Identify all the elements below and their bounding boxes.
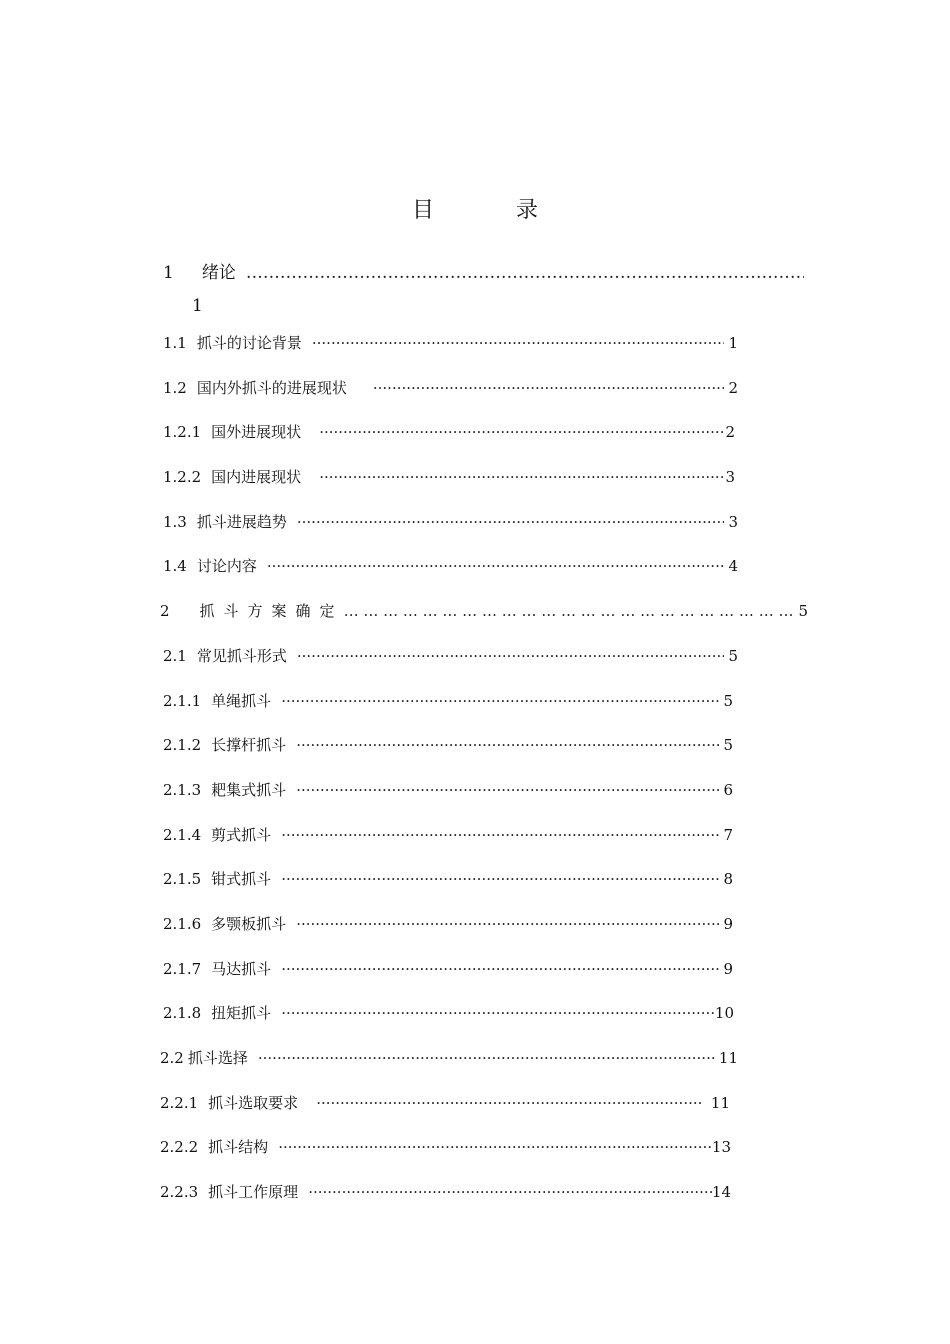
toc-entry-number: 2.2.2 [160,1138,199,1156]
toc-entry[interactable] [160,1181,731,1205]
toc-entry-number: 1.2.1 [163,423,202,441]
toc-entry[interactable] [163,377,738,401]
toc-entry-title: 抓斗工作原理 [208,1183,299,1201]
toc-dot-leader [319,423,725,441]
toc-entry-number: 1.1 [163,334,187,352]
toc-entry[interactable] [163,511,738,535]
toc-entry-number: 1.2 [163,379,187,397]
toc-entry-title: 扭矩抓斗 [211,1004,272,1022]
toc-entry-title: 抓斗选择 [187,1049,248,1067]
toc-entry-number: 2.1.7 [163,960,202,978]
toc-entry-page-number: 5 [723,736,733,754]
toc-dot-leader [258,1049,715,1067]
toc-dot-leader [312,334,725,352]
toc-entry-title: 剪式抓斗 [211,826,272,844]
toc-entry[interactable] [163,645,738,669]
toc-entry-page-number: 2 [728,379,738,397]
toc-dot-leader [278,1138,712,1156]
toc-entry-number: 2.2.3 [160,1183,199,1201]
toc-entry-page-number: 5 [728,647,738,665]
toc-dot-leader [297,647,725,665]
toc-entry-number: 2.2 [160,1049,184,1067]
toc-entry-number: 1 [163,263,174,282]
toc-entry-page-number: 1 [728,334,738,352]
toc-entry-chapter-2[interactable] [160,600,808,624]
toc-entry[interactable] [163,868,733,892]
toc-entry-title: 抓斗结构 [208,1138,269,1156]
toc-entry-title: 国内外抓斗的进展现状 [196,379,347,397]
toc-entry-page-number: 9 [723,960,733,978]
toc-dot-leader [281,1004,715,1022]
toc-dot-leader [344,602,795,620]
toc-entry-page-number: 10 [714,1004,734,1022]
toc-entry[interactable] [163,421,735,445]
toc-entry-title: 抓斗进展趋势 [196,513,287,531]
toc-dot-leader [319,468,725,486]
toc-entry-number: 2.1 [163,647,187,665]
toc-entry-title: 钳式抓斗 [211,870,272,888]
toc-entry-page-number: 3 [728,513,738,531]
toc-entry-page-number: 11 [710,1094,730,1112]
toc-entry-page-number: 7 [723,826,733,844]
toc-entry[interactable] [163,734,733,758]
toc-entry[interactable] [163,332,738,356]
toc-entry[interactable] [160,1136,731,1160]
toc-entry-title: 国内进展现状 [211,468,302,486]
toc-dot-leader [296,736,719,754]
toc-entry[interactable] [160,1047,738,1071]
toc-entry-number: 2 [160,602,170,620]
toc-entry-number: 1.4 [163,557,187,575]
toc-entry[interactable] [163,779,733,803]
toc-entry-chapter-1[interactable] [163,258,808,282]
toc-entry-title: 讨论内容 [196,557,257,575]
toc-entry[interactable] [163,1002,734,1026]
toc-entry[interactable] [163,824,733,848]
toc-entry-title: 多颚板抓斗 [211,915,287,933]
toc-entry-title: 长撑杆抓斗 [211,736,287,754]
toc-entry-title: 抓斗方案确定 [199,602,344,620]
toc-entry-number: 2.1.3 [163,781,202,799]
toc-entry-page-number: 5 [723,692,733,710]
toc-dot-leader [281,826,719,844]
toc-entry-page-number: 6 [723,781,733,799]
toc-entry-title: 抓斗选取要求 [208,1094,299,1112]
toc-title: 目 录 [411,198,568,223]
toc-dot-leader [373,379,725,397]
toc-dot-leader [246,263,804,282]
toc-entry-title: 抓斗的讨论背景 [196,334,302,352]
toc-entry[interactable] [163,690,733,714]
toc-entry-page-number: 5 [798,602,808,620]
toc-entry-page-number: 11 [718,1049,738,1067]
toc-entry-number: 1.3 [163,513,187,531]
toc-entry-page-number: 14 [711,1183,731,1201]
toc-entry[interactable] [163,555,738,579]
toc-dot-leader [316,1094,701,1112]
toc-entry-page-number: 8 [723,870,733,888]
toc-dot-leader [267,557,725,575]
toc-entry[interactable] [163,958,733,982]
toc-entry[interactable] [160,1092,730,1116]
toc-entry-number: 2.2.1 [160,1094,199,1112]
toc-entry-number: 2.1.6 [163,915,202,933]
toc-entry-page-number: 4 [728,557,738,575]
toc-dot-leader [296,781,719,799]
toc-dot-leader [296,915,719,933]
toc-entry-page-number: 9 [723,915,733,933]
toc-dot-leader [297,513,725,531]
toc-entry[interactable] [163,913,733,937]
toc-entry-number: 2.1.8 [163,1004,202,1022]
toc-entry-title: 马达抓斗 [211,960,272,978]
toc-entry-page-number: 2 [725,423,735,441]
toc-entry-title: 国外进展现状 [211,423,302,441]
toc-entry-number: 2.1.5 [163,870,202,888]
toc-entry-title: 耙集式抓斗 [211,781,287,799]
toc-entry-number: 2.1.2 [163,736,202,754]
toc-entry-title: 绪论 [201,263,236,282]
toc-dot-leader [281,692,719,710]
toc-entry-number: 2.1.4 [163,826,202,844]
toc-entry[interactable] [163,466,735,490]
toc-entry-page-number: 3 [725,468,735,486]
toc-entry-title: 常见抓斗形式 [196,647,287,665]
toc-dot-leader [281,870,719,888]
toc-dot-leader [308,1183,712,1201]
toc-entry-page-number: 13 [711,1138,731,1156]
toc-dot-leader [281,960,719,978]
toc-entry-number: 1.2.2 [163,468,202,486]
toc-entry-number: 2.1.1 [163,692,202,710]
toc-entry-title: 单绳抓斗 [211,692,272,710]
toc-entry-page-number: 1 [192,296,203,316]
